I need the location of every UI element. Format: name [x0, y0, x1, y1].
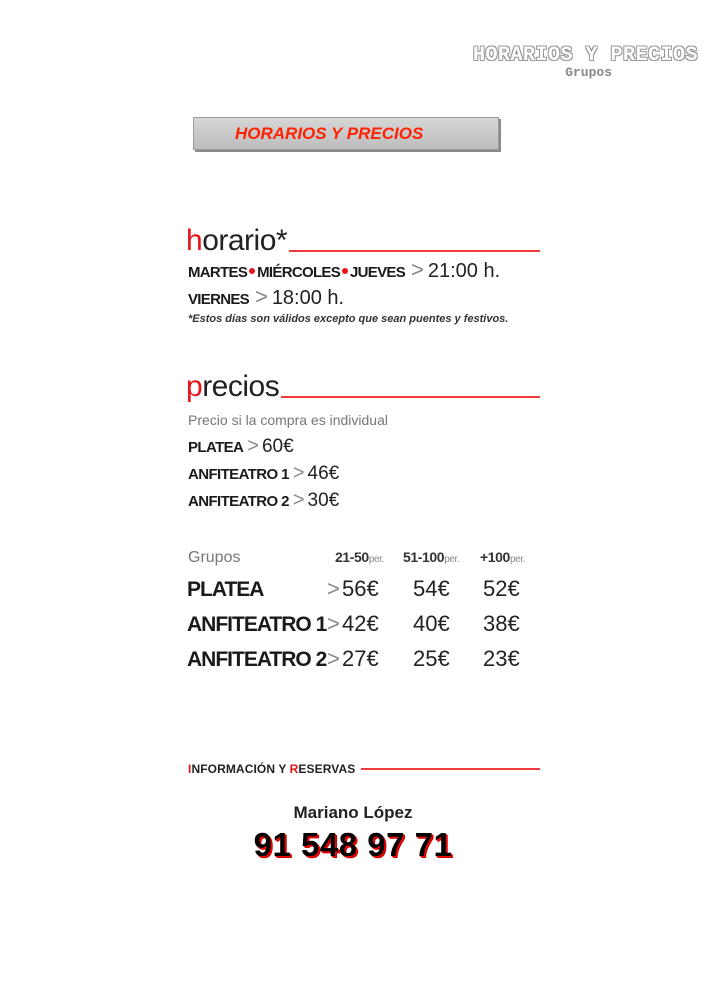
horario-friday-line	[188, 284, 344, 310]
arrow-gt-icon: >	[292, 489, 305, 511]
group-row-label: ANFITEATRO 2	[187, 648, 327, 671]
group-price-row	[187, 642, 547, 672]
groups-caption: Grupos	[188, 549, 241, 566]
arrow-gt-icon: >	[327, 646, 340, 671]
group-price-cell: 38€	[483, 611, 520, 636]
contact-phone: 91 548 97 71	[253, 826, 453, 863]
group-row-label: PLATEA	[187, 578, 264, 601]
horario-heading	[186, 226, 540, 256]
red-dot-icon	[249, 268, 255, 274]
price-label: ANFITEATRO 2	[188, 493, 289, 510]
red-dot-icon	[342, 268, 348, 274]
group-price-cell: 27€	[342, 646, 379, 671]
day-miercoles: MIÉRCOLES	[257, 264, 341, 281]
group-price-row	[187, 607, 547, 637]
arrow-gt-icon: >	[327, 611, 340, 636]
page-header	[378, 44, 698, 80]
horario-title: horario*	[186, 224, 288, 257]
arrow-gt-icon: >	[247, 435, 259, 457]
group-price-cell: 42€	[342, 611, 379, 636]
group-price-cell: 25€	[413, 646, 450, 671]
group-price-row	[187, 572, 547, 602]
day-martes: MARTES	[188, 264, 248, 281]
price-label: PLATEA	[188, 439, 244, 456]
info-title: INFORMACIÓN Y RESERVAS	[188, 762, 356, 776]
page-subtitle: Grupos	[565, 65, 612, 80]
info-heading	[188, 762, 540, 776]
horario-note: *Estos días son válidos excepto que sean puentes y festivos.	[188, 313, 509, 325]
group-price-cell: 52€	[483, 576, 520, 601]
group-col-header: +100per.	[480, 549, 526, 565]
individual-price-row	[188, 435, 294, 458]
price-value: 60€	[261, 436, 294, 457]
individual-price-row	[188, 462, 339, 485]
horario-rule	[289, 250, 540, 252]
price-label: ANFITEATRO 1	[188, 466, 289, 483]
group-col-header: 51-100per.	[403, 549, 460, 565]
arrow-gt-icon: >	[292, 462, 305, 484]
group-price-cell: 23€	[483, 646, 520, 671]
banner-label: HORARIOS Y PRECIOS	[235, 123, 424, 143]
arrow-gt-icon: >	[411, 257, 424, 282]
weekdays-time: 21:00 h.	[427, 260, 501, 282]
price-value: 30€	[307, 490, 340, 511]
precios-rule	[281, 396, 540, 398]
arrow-gt-icon: >	[254, 284, 268, 309]
group-col-header: 21-50per.	[335, 549, 384, 565]
group-price-cell: 56€	[342, 576, 379, 601]
individual-caption: Precio si la compra es individual	[188, 412, 388, 428]
info-rule	[361, 768, 540, 770]
group-row-label: ANFITEATRO 1	[187, 613, 327, 636]
group-price-cell: 54€	[413, 576, 450, 601]
day-viernes: VIERNES	[188, 291, 249, 308]
individual-price-row	[188, 489, 339, 512]
group-price-cell: 40€	[413, 611, 450, 636]
page-title: HORARIOS Y PRECIOS	[472, 44, 698, 67]
precios-heading	[186, 372, 540, 402]
precios-title: precios	[186, 370, 280, 403]
section-banner	[193, 117, 499, 150]
friday-time: 18:00 h.	[271, 287, 345, 309]
arrow-gt-icon: >	[327, 576, 340, 601]
horario-weekdays-line	[188, 257, 500, 283]
day-jueves: JUEVES	[350, 264, 406, 281]
price-value: 46€	[307, 463, 340, 484]
contact-name: Mariano López	[293, 803, 413, 822]
